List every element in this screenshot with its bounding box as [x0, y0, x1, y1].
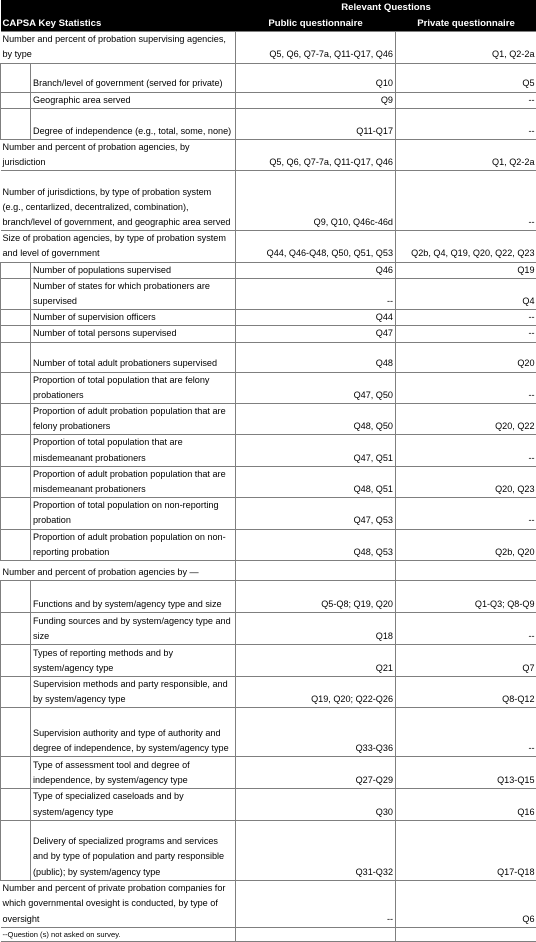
indent-spacer: [1, 404, 31, 435]
indent-spacer: [1, 498, 31, 529]
statistic-label: Number of populations supervised: [31, 262, 236, 278]
statistic-label: Size of probation agencies, by type of probation system and level of government: [1, 231, 236, 262]
indent-spacer: [1, 108, 31, 139]
capsa-key-statistics-header: CAPSA Key Statistics: [1, 15, 236, 32]
statistic-label: Proportion of total population that are misdemeanant probationers: [31, 435, 236, 466]
indent-spacer: [1, 262, 31, 278]
private-question-cell: Q13-Q15: [396, 757, 536, 789]
private-question-cell: Q4: [396, 278, 536, 309]
public-question-cell: Q47, Q53: [236, 498, 396, 529]
private-question-cell: Q1, Q2-2a: [396, 32, 536, 63]
table-row: [1, 757, 536, 789]
public-question-cell: Q5, Q6, Q7-7a, Q11-Q17, Q46: [236, 139, 396, 170]
public-question-cell: --: [236, 880, 396, 927]
private-question-cell: Q2b, Q20: [396, 529, 536, 560]
public-question-cell: Q47, Q51: [236, 435, 396, 466]
public-question-cell: Q44, Q46-Q48, Q50, Q51, Q53: [236, 231, 396, 262]
private-question-cell: Q1-Q3; Q8-Q9: [396, 581, 536, 613]
private-question-cell: Q1, Q2-2a: [396, 139, 536, 170]
relevant-questions-header: Relevant Questions: [236, 0, 536, 15]
private-question-cell: --: [396, 372, 536, 403]
table-row: [1, 529, 536, 560]
statistic-label: Functions and by system/agency type and size: [31, 581, 236, 613]
public-question-cell: Q48, Q51: [236, 466, 396, 497]
public-question-cell: [236, 561, 396, 581]
statistic-label: Number and percent of probation supervising agencies, by type: [1, 32, 236, 63]
statistic-label: Number and percent of probation agencies, by jurisdiction: [1, 139, 236, 170]
public-question-cell: Q48: [236, 342, 396, 372]
statistic-label: Supervision authority and type of authority and degree of independence, by system/agency type: [31, 708, 236, 757]
table-row: [1, 789, 536, 820]
indent-spacer: [1, 708, 31, 757]
footnote-row: [1, 927, 536, 941]
table-row: [1, 310, 536, 326]
private-question-cell: --: [396, 326, 536, 342]
statistic-label: Type of specialized caseloads and by system/agency type: [31, 789, 236, 820]
statistic-label: Types of reporting methods and by system/agency type: [31, 645, 236, 677]
indent-spacer: [1, 789, 31, 820]
statistic-label: Supervision methods and party responsible, and by system/agency type: [31, 677, 236, 708]
public-question-cell: Q33-Q36: [236, 708, 396, 757]
private-question-cell: --: [396, 92, 536, 108]
private-question-cell: Q20: [396, 342, 536, 372]
table-row: [1, 372, 536, 403]
statistic-label: Proportion of total population that are felony probationers: [31, 372, 236, 403]
public-questionnaire-header: Public questionnaire: [236, 15, 396, 32]
private-question-cell: Q20, Q23: [396, 466, 536, 497]
table-row: [1, 342, 536, 372]
public-question-cell: Q27-Q29: [236, 757, 396, 789]
indent-spacer: [1, 820, 31, 880]
indent-spacer: [1, 757, 31, 789]
private-question-cell: --: [396, 171, 536, 231]
statistic-label: Number of states for which probationers are supervised: [31, 278, 236, 309]
table-row: [1, 262, 536, 278]
indent-spacer: [1, 310, 31, 326]
public-question-cell: Q11-Q17: [236, 108, 396, 139]
table-row: [1, 278, 536, 309]
private-question-cell: Q8-Q12: [396, 677, 536, 708]
indent-spacer: [1, 529, 31, 560]
private-question-cell: Q7: [396, 645, 536, 677]
column-header-row: [1, 15, 536, 32]
statistic-label: Type of assessment tool and degree of independence, by system/agency type: [31, 757, 236, 789]
private-question-cell: [396, 561, 536, 581]
table-row: [1, 561, 536, 581]
public-question-cell: Q46: [236, 262, 396, 278]
indent-spacer: [1, 92, 31, 108]
table-row: [1, 708, 536, 757]
private-question-cell: Q20, Q22: [396, 404, 536, 435]
public-question-cell: Q47, Q50: [236, 372, 396, 403]
table-row: [1, 435, 536, 466]
indent-spacer: [1, 342, 31, 372]
public-question-cell: --: [236, 278, 396, 309]
indent-spacer: [1, 372, 31, 403]
table-row: [1, 581, 536, 613]
public-question-cell: Q30: [236, 789, 396, 820]
statistic-label: Degree of independence (e.g., total, some, none): [31, 108, 236, 139]
table-row: [1, 92, 536, 108]
private-question-cell: Q17-Q18: [396, 820, 536, 880]
statistic-label: Geographic area served: [31, 92, 236, 108]
table-row: [1, 32, 536, 63]
private-question-cell: --: [396, 613, 536, 645]
private-question-cell: Q16: [396, 789, 536, 820]
footnote-public-cell: [236, 927, 396, 941]
private-question-cell: --: [396, 108, 536, 139]
table-row: [1, 677, 536, 708]
table-row: [1, 404, 536, 435]
public-question-cell: Q9: [236, 92, 396, 108]
public-question-cell: Q31-Q32: [236, 820, 396, 880]
footnote: --Question (s) not asked on survey.: [1, 927, 236, 941]
public-question-cell: Q10: [236, 63, 396, 92]
table-body: [1, 32, 536, 942]
private-question-cell: Q19: [396, 262, 536, 278]
indent-spacer: [1, 581, 31, 613]
indent-spacer: [1, 278, 31, 309]
table-row: [1, 880, 536, 927]
private-question-cell: --: [396, 435, 536, 466]
table-row: [1, 326, 536, 342]
indent-spacer: [1, 326, 31, 342]
indent-spacer: [1, 613, 31, 645]
header-group-row: [1, 0, 536, 15]
statistic-label: Funding sources and by system/agency type and size: [31, 613, 236, 645]
header-spacer: [1, 0, 236, 15]
statistic-label: Number and percent of probation agencies by —: [1, 561, 236, 581]
statistic-label: Proportion of adult probation population that are misdemeanant probationers: [31, 466, 236, 497]
table-row: [1, 108, 536, 139]
indent-spacer: [1, 63, 31, 92]
private-question-cell: --: [396, 498, 536, 529]
indent-spacer: [1, 435, 31, 466]
public-question-cell: Q19, Q20; Q22-Q26: [236, 677, 396, 708]
statistic-label: Delivery of specialized programs and services and by type of population and party responsible (public); by system/agency type: [31, 820, 236, 880]
statistic-label: Number and percent of private probation companies for which governmental ovesight is conducted, by type of oversight: [1, 880, 236, 927]
statistic-label: Number of total adult probationers supervised: [31, 342, 236, 372]
private-question-cell: Q2b, Q4, Q19, Q20, Q22, Q23: [396, 231, 536, 262]
statistic-label: Proportion of total population on non-reporting probation: [31, 498, 236, 529]
indent-spacer: [1, 466, 31, 497]
public-question-cell: Q48, Q53: [236, 529, 396, 560]
statistic-label: Number of jurisdictions, by type of probation system (e.g., centarlized, decentralized, combination), branch/level of government, and geographic area served: [1, 171, 236, 231]
private-question-cell: Q6: [396, 880, 536, 927]
footnote-private-cell: [396, 927, 536, 941]
table-row: [1, 139, 536, 170]
public-question-cell: Q5, Q6, Q7-7a, Q11-Q17, Q46: [236, 32, 396, 63]
table-row: [1, 613, 536, 645]
private-question-cell: --: [396, 310, 536, 326]
table-row: [1, 820, 536, 880]
table-row: [1, 231, 536, 262]
indent-spacer: [1, 645, 31, 677]
public-question-cell: Q18: [236, 613, 396, 645]
public-question-cell: Q21: [236, 645, 396, 677]
public-question-cell: Q48, Q50: [236, 404, 396, 435]
table-row: [1, 171, 536, 231]
statistic-label: Number of supervision officers: [31, 310, 236, 326]
public-question-cell: Q9, Q10, Q46c-46d: [236, 171, 396, 231]
public-question-cell: Q47: [236, 326, 396, 342]
public-question-cell: Q44: [236, 310, 396, 326]
table-row: [1, 466, 536, 497]
statistic-label: Number of total persons supervised: [31, 326, 236, 342]
private-question-cell: Q5: [396, 63, 536, 92]
table-row: [1, 63, 536, 92]
statistic-label: Proportion of adult probation population that are felony probationers: [31, 404, 236, 435]
statistic-label: Proportion of adult probation population on non-reporting probation: [31, 529, 236, 560]
table-row: [1, 645, 536, 677]
private-questionnaire-header: Private questionnaire: [396, 15, 536, 32]
table-row: [1, 498, 536, 529]
public-question-cell: Q5-Q8; Q19, Q20: [236, 581, 396, 613]
statistic-label: Branch/level of government (served for private): [31, 63, 236, 92]
indent-spacer: [1, 677, 31, 708]
private-question-cell: --: [396, 708, 536, 757]
